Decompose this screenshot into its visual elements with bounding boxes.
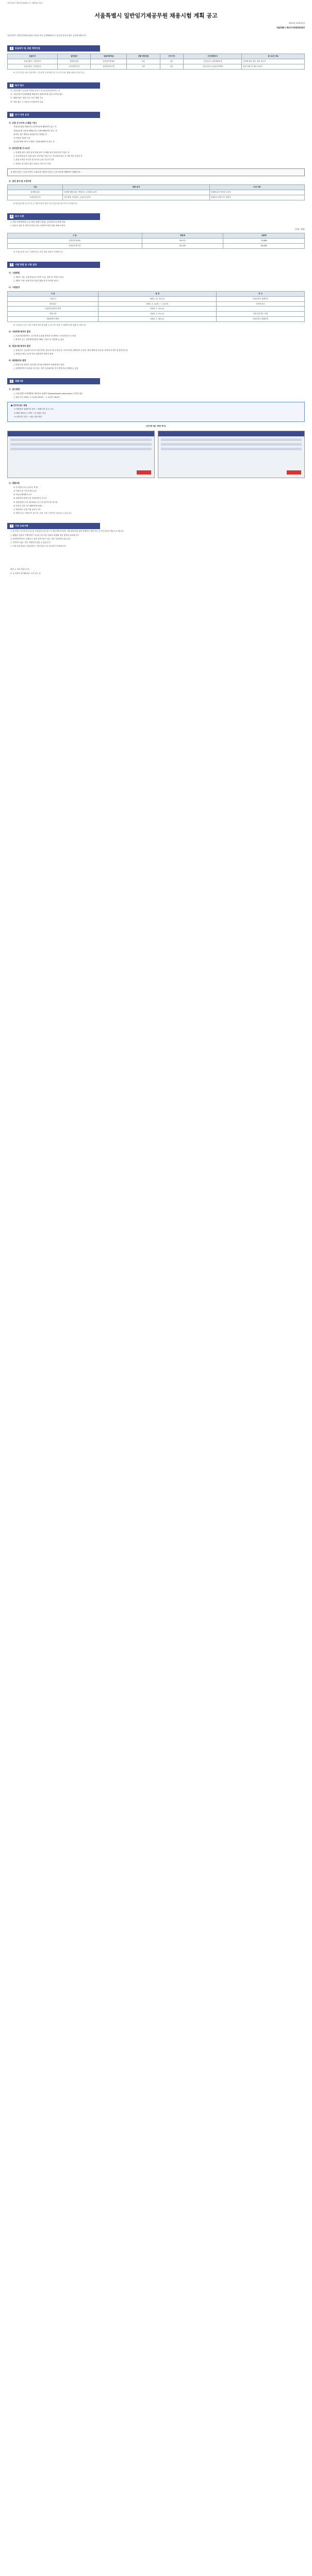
table-cell: 시험공고 <box>8 296 98 301</box>
table-cell: 감염병 관리 <box>58 59 91 64</box>
table-header: 구분 <box>8 185 63 190</box>
text-line: ① 채용정보 홈페이지 접속 → 회원가입 및 로그인 <box>14 408 54 411</box>
table-cell: 보건정책 분석 <box>8 195 63 200</box>
attachments-footer <box>7 568 305 574</box>
table-row <box>8 239 305 244</box>
table-header: 선발 예정인원 <box>127 54 160 59</box>
table-cell: 2021. 12. 22.(수) <box>98 296 216 301</box>
table-header: 구 분 <box>8 233 142 239</box>
related-fields-table <box>7 184 305 200</box>
table-cell: 일반임기제 6호 <box>91 59 127 64</box>
table-header-row <box>8 185 305 190</box>
table-header: 근무예정부서 <box>183 54 241 59</box>
text-line: ○ 제출한 서류의 기재사항이 사실과 다르거나 허위로 판명될 경우 합격을 취소합니다. <box>10 534 79 536</box>
section-header <box>7 262 100 268</box>
table-row <box>8 312 305 317</box>
subsection-title: 나. 제출서류 <box>9 482 20 485</box>
text-line: ○ 응시자는 응시자격 요건 및 시험일정 등을 반드시 확인하여야 하며, 이를 확인하지 않아 발생하는 불이익은 응시자 본인의 책임으로 합니다. <box>10 530 124 533</box>
application-screenshots <box>7 431 305 478</box>
section-number: 3 <box>11 113 12 116</box>
section-header <box>7 523 100 529</box>
subsection-title: 라. 면접시험 합격자 결정 <box>9 345 31 348</box>
table-row <box>8 190 305 195</box>
screenshot-row <box>10 438 152 441</box>
table-cell: 서울특별시 시민건강국 <box>8 59 58 64</box>
section-title: 원서 접수 <box>14 83 24 87</box>
section-title: 보수 수준 <box>14 215 24 218</box>
table-cell: 일반임기제 7호 <box>8 244 142 249</box>
table-row <box>8 296 305 301</box>
table-cell: 관련 학위 및 경력 보유자 <box>242 64 305 69</box>
text-line: ○ 최종합격자라도 신원조사 결과 결격사유가 있는 경우 임용하지 않습니다. <box>10 537 71 540</box>
table-row <box>8 301 305 307</box>
text-line: ② 이력서 및 자기소개서 1부 <box>13 489 37 492</box>
table-row <box>8 307 305 312</box>
text-line: ○ 연봉은 임용 후 개인의 경력 등을 고려하여 연봉 범위 내에서 결정 <box>10 224 65 227</box>
section-exam <box>7 262 305 370</box>
box-title: ■ 인터넷 접수 방법 <box>11 404 27 407</box>
subsection-title: 다. 서류전형 합격자 결정 <box>9 330 31 333</box>
text-line: 라. 우편 접수 시 마감일 소인분까지 유효 <box>10 100 43 103</box>
table-cell: 감염병 관련 업무 경력 보유자 <box>242 59 305 64</box>
section-eligibility <box>7 112 305 206</box>
table-cell: 서울특별시 홈페이지 <box>217 296 305 301</box>
text-line: ⑤ 경력증명서 1부 (담당업무 및 근무기간이 명시된 것) <box>13 501 58 503</box>
text-line: ③ 직무수행계획서 1부 <box>13 494 32 496</box>
table-header: 담당업무 <box>58 54 91 59</box>
text-line: ③ 증빙서류 첨부 → 접수 완료 확인 <box>14 415 42 418</box>
text-line: ○ 경력은 응시원서 접수 마감일 기준으로 산정 <box>13 162 51 165</box>
section-salary <box>7 213 305 253</box>
text-line: 응시연령: 20세 이상 <box>13 137 30 139</box>
screenshot-row <box>161 438 302 441</box>
section-number: 7 <box>11 524 12 528</box>
table-header: 관련 분야 <box>63 185 209 190</box>
schedule-note: ※ 시험일정 등은 기관 사정에 따라 변경될 수 있으며, 변경 시 홈페이지를 통해 공고합니다. <box>13 324 87 327</box>
text-line: ○ 평정요소: 공무원으로서의 정신자세, 전문지식과 응용능력, 의사표현의 정확성과 논리성, 예의·품행 및 성실성, 창의력·의지력 및 발전가능성 <box>13 349 128 351</box>
table-row <box>8 59 305 64</box>
table-cell: 일반임기제 7호 <box>91 64 127 69</box>
announcement-date: 2021년 12월 22일 <box>289 22 305 24</box>
subsection-title: 마. 최종합격자 결정 <box>9 359 26 362</box>
screenshot-caption: [인터넷 접수 화면 예시] <box>146 425 166 428</box>
subsection-title: 나. 시험일정 <box>9 286 20 289</box>
table-header: 우대 사항 <box>209 185 304 190</box>
eligibility-note-box: ※ 경력 산정 시 근무시간이 주 40시간 미만인 경우는 근무시간에 비례하여 인정합니다. <box>7 168 305 176</box>
table-header: 상한액 <box>223 233 305 239</box>
table-header: 구 분 <box>8 291 98 296</box>
text-line: ⑦ 개인정보 수집·이용 동의서 1부 <box>13 508 41 511</box>
schedule-table <box>7 291 305 323</box>
documents-note: ※ 제출서류는 반환하지 않으며, 허위 기재 시 합격이 취소될 수 있습니다. <box>13 512 72 515</box>
text-line: ⑥ 자격증 사본 1부 (해당자에 한함) <box>13 504 42 507</box>
text-line: ② 해당 채용공고 선택 → 응시원서 작성 <box>14 412 46 414</box>
screenshot-image <box>158 431 305 478</box>
table-cell: 정책분석 관련 연구 경력자 <box>209 195 304 200</box>
table-cell: 감염병 관련 자격증 소지자 <box>209 190 304 195</box>
table-cell: 2년 <box>160 64 183 69</box>
attachment-line: 2. 응시원서 및 제출서류 서식 1부. 끝. <box>10 572 41 574</box>
section-title: 제출서류 <box>14 380 24 383</box>
section-number: 1 <box>11 46 12 49</box>
table-header-row <box>8 54 305 59</box>
table-cell: 2022. 1. 4.(화) ~ 1. 6.(목) <box>98 301 216 307</box>
subsection-title: 다. 관련 분야 및 우대사항 <box>9 179 31 182</box>
table-header: 일 정 <box>98 291 216 296</box>
section-header <box>7 112 100 118</box>
text-line: ○ 제2차 시험: 면접시험 (직무수행능력 및 적격성 평가) <box>13 279 58 282</box>
section-title: 기타 유의사항 <box>14 524 28 528</box>
announcing-organization: 서울특별시 제2인사위원회위원장 <box>276 26 305 29</box>
table-header-row <box>8 233 305 239</box>
text-line: ○ 감염병 관리: 관련 분야 학위 취득 후 해당 분야 경력 2년 이상인 자 <box>13 151 70 154</box>
section-number: 2 <box>11 83 12 87</box>
text-line: ○ 보건정책 분석: 관련 분야 석사학위 이상 또는 학사학위 취득 후 경력 3년 이상인 자 <box>13 155 83 158</box>
table-cell: 면접시험 <box>8 312 98 317</box>
screenshot-button <box>287 470 301 474</box>
table-row <box>8 244 305 249</box>
table-cell: 2022. 1. 14.(금) <box>98 307 216 312</box>
table-header: 응시요건 개요 <box>242 54 305 59</box>
positions-note: ※ 근무기간은 최초 2년이며, 근무실적 등에 따라 총 근무기간 5년 범위 내에서 연장 가능 <box>13 71 85 74</box>
table-cell: 감염병 예방·관리, 역학조사, 보건의료 분야 <box>63 190 209 195</box>
salary-note: ※ 지방공무원 보수 규정에 따른 연봉 범위 내에서 결정합니다. <box>13 250 63 253</box>
section-notices <box>7 523 305 548</box>
screenshot-header <box>8 431 154 436</box>
screenshot-button <box>137 470 151 474</box>
table-cell: 세부일정 별도 안내 <box>217 312 305 317</box>
table-header: 근무기간 <box>160 54 183 59</box>
table-row <box>8 317 305 322</box>
section-number: 6 <box>11 380 12 383</box>
text-line: 나. 서울특별시인재개발원 채용정보 홈페이지를 통한 인터넷 접수 <box>10 93 63 96</box>
text-line: ○ 면접시험 성적과 서류전형 성적을 종합하여 최종합격자 결정 <box>13 363 64 366</box>
table-cell: 서울특별시 홈페이지 <box>217 317 305 322</box>
text-line: ○ 제1차 시험: 서류전형 (응시자격 요건, 경력 및 적격성 심사) <box>13 276 64 278</box>
screenshot-image <box>7 431 155 478</box>
table-row <box>8 64 305 69</box>
table-cell: 보건정책 분석 <box>58 64 91 69</box>
section-title: 시험 방법 및 시험 일정 <box>14 263 37 266</box>
screenshot-row <box>10 448 152 450</box>
intro-text: 서울특별시 일반임기제공무원을 다음과 같이 공개채용하오니 유능한 분들의 많은 응모를 바랍니다. <box>7 34 87 37</box>
table-cell: 1명 <box>127 59 160 64</box>
table-cell: 인터넷 접수 <box>217 301 305 307</box>
table-cell: 시민건강국 보건의료정책과 <box>183 64 241 69</box>
table-cell: 보건정책, 보건의료, 공공보건 분야 <box>63 195 209 200</box>
section-header <box>7 213 100 219</box>
related-fields-note: ※ 담당업무별 응시요건 등 세부사항은 붙임 직무기술서를 참고하시기 바랍니다. <box>13 202 78 205</box>
subsection-title: 가. 공통 응시자격 (시험일 기준) <box>9 121 37 124</box>
section-number: 5 <box>11 263 12 266</box>
table-header: 임용예정직급 <box>91 54 127 59</box>
table-cell: 서류전형 합격자 발표 <box>8 307 98 312</box>
subsection-title: 가. 시험방법 <box>9 272 20 275</box>
text-line: ○ 접수기간: 2022. 1. 4.(화) 09:00 ~ 1. 6.(목) 18:00 <box>13 396 59 398</box>
salary-table <box>7 233 305 249</box>
table-cell: 감염병 관리 <box>8 190 63 195</box>
table-cell: 일반임기제 6호 <box>8 239 142 244</box>
text-line: 다. 제출서류는 원본 또는 사본 제출 가능 <box>10 97 43 99</box>
text-line: 공무원 채용시험 응시제한 사유에 해당하지 않는 자 <box>13 141 55 143</box>
table-cell: 2년 <box>160 59 183 64</box>
positions-table <box>7 54 305 70</box>
table-cell <box>217 307 305 312</box>
text-line: ① 응시원서 1부 (온라인 작성) <box>13 486 38 488</box>
table-header: 임용부서 <box>8 54 58 59</box>
table-cell: 최종합격자 발표 <box>8 317 98 322</box>
attachment-line: 붙임 1. 직무기술서 1부. <box>10 568 30 571</box>
text-line: ④ 최종학력 증명서 및 성적증명서 각 1부 <box>13 497 47 500</box>
subsection-title: 나. 담당업무별 응시요건 <box>9 147 30 150</box>
text-line: ○ 기타 문의사항은 서울특별시 시민건강국으로 문의하시기 바랍니다. <box>10 545 67 548</box>
salary-unit: (단위: 천원) <box>294 228 305 230</box>
table-cell: 74,868 <box>223 239 305 244</box>
table-cell: 50,572 <box>142 239 223 244</box>
table-cell: 2022. 1. 21.(금) <box>98 312 216 317</box>
screenshot-row <box>161 448 302 450</box>
text-line: ○ 적격자가 없는 경우 선발하지 않을 수 있습니다. <box>10 541 51 544</box>
announcement-number: 서울특별시 제2인사위원회 공고 제2021-72호 <box>7 2 43 4</box>
section-positions <box>7 45 305 74</box>
text-line: 가. 서울특별시 공무원 자격을 갖추고 응시요건을 충족하는 자 <box>10 89 60 92</box>
table-cell: 원서접수 <box>8 301 98 307</box>
table-cell: 43,194 <box>142 244 223 249</box>
screenshot-row <box>10 443 152 446</box>
section-header <box>7 378 100 384</box>
text-line: 남자의 경우 병역을 필하였거나 면제된 자 <box>13 133 47 135</box>
text-line: ○ 서울특별시인재개발원 채용정보 홈페이지(gongmuwon.seoul.go.kr) 인터넷 접수 <box>13 392 83 395</box>
table-cell: 시민건강국 감염병관리과 <box>183 59 241 64</box>
section-title: 임용분야 및 선발 예정인원 <box>14 46 40 49</box>
screenshot-row <box>161 443 302 446</box>
table-cell: 서울특별시 시민건강국 <box>8 64 58 69</box>
section-application <box>7 82 305 104</box>
subsection-title: 가. 접수방법 <box>9 388 20 391</box>
section-header <box>7 45 100 52</box>
table-cell: 1명 <box>127 64 160 69</box>
text-line: ○ 서류전형 합격자는 응시자격 요건을 충족한 자 중에서 고득점자순으로 결정 <box>13 334 76 337</box>
section-header <box>7 82 100 89</box>
section-documents <box>7 378 305 515</box>
text-line: 지방공무원법 제31조의 결격사유에 해당하지 않는 자 <box>13 126 57 128</box>
section-title: 응시 자격 요건 <box>14 113 29 116</box>
text-line: 지방공무원 임용령 제65조의 규정에 해당하지 않는 자 <box>13 129 57 132</box>
text-line: ○ 평정요소별로 상·중·하로 평정하여 합격자 결정 <box>13 353 54 355</box>
text-line: ○ 연봉 하한액(연봉 등급 범위 내에서 결정): 공무원보수규정에 따름 <box>10 221 65 223</box>
table-header: 비 고 <box>217 291 305 296</box>
screenshot-header <box>158 431 305 436</box>
section-number: 4 <box>11 215 12 218</box>
table-row <box>8 195 305 200</box>
text-line: ○ 합격자 수는 선발예정인원의 3배수 이상으로 결정할 수 있음 <box>13 338 64 341</box>
table-header: 하한액 <box>142 233 223 239</box>
page-title: 서울특별시 일반임기제공무원 채용시험 계획 공고 <box>94 12 218 19</box>
text-line: ○ 최종합격자가 임용을 포기하는 경우 차순위자를 추가 합격자로 결정할 수 있음 <box>13 367 78 369</box>
table-cell: 64,066 <box>223 244 305 249</box>
table-header-row <box>8 291 305 296</box>
table-cell: 2022. 1. 28.(금) <box>98 317 216 322</box>
online-application-box <box>7 402 305 422</box>
text-line: ○ 관련 자격증 소지자 및 외국어 능력 우수자 우대 <box>13 159 54 161</box>
